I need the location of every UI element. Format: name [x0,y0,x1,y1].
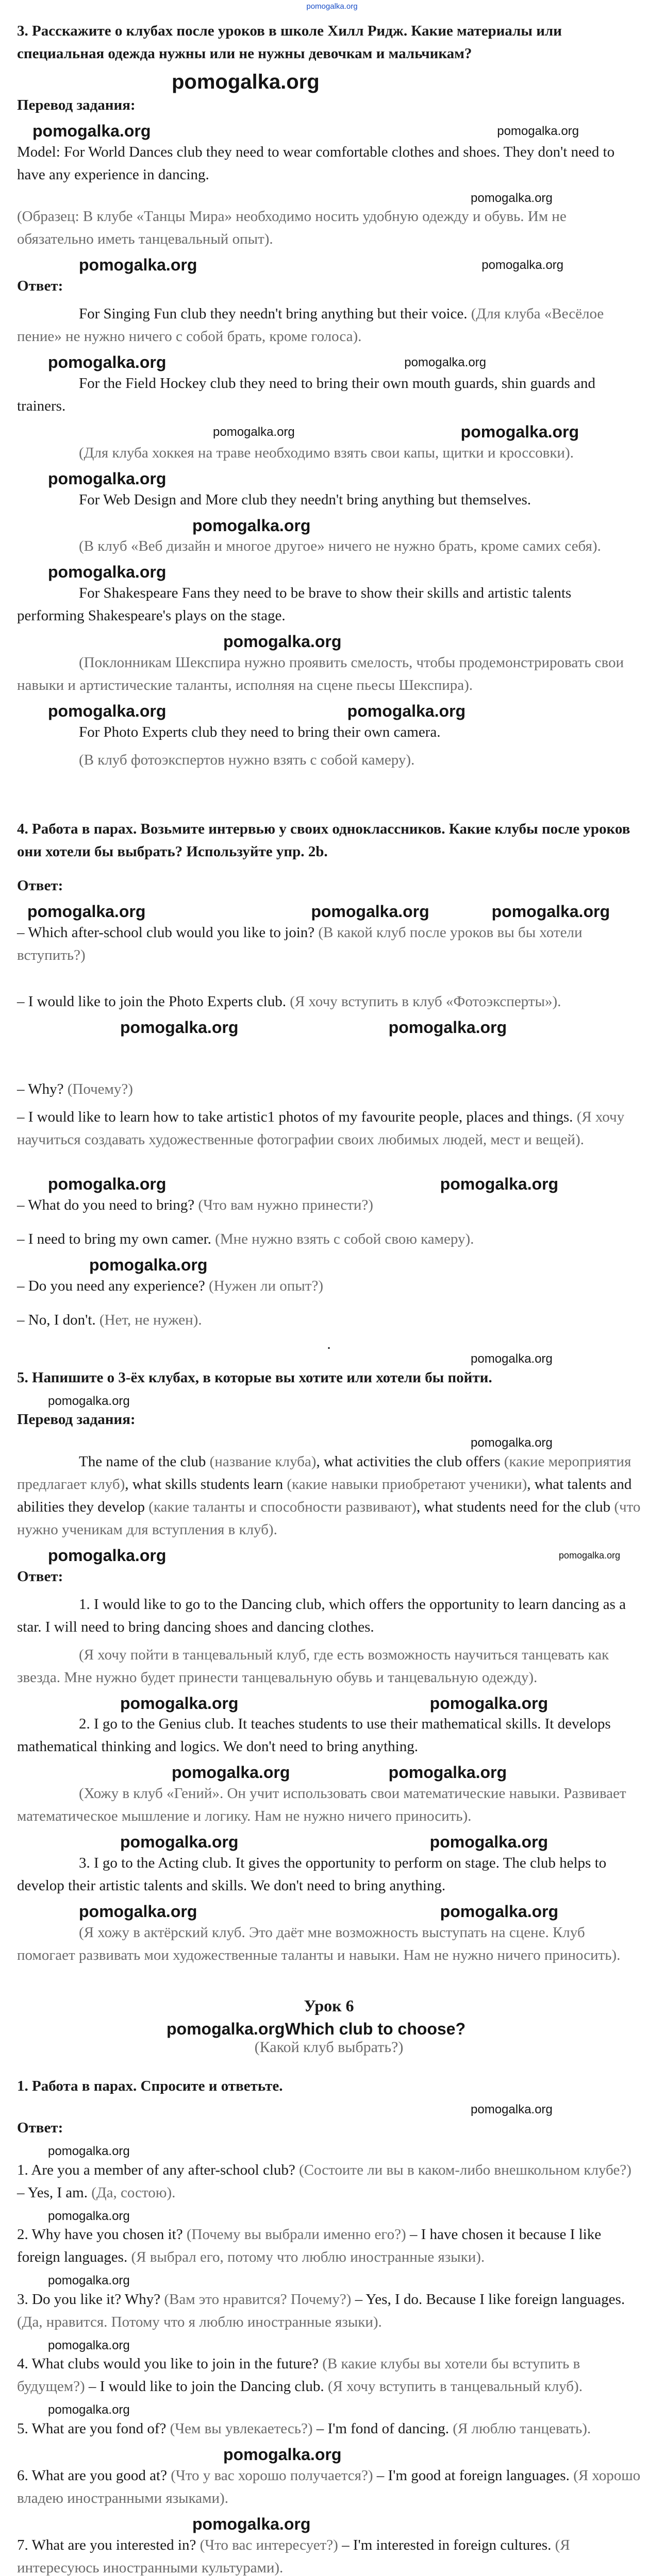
watermark-row [17,70,641,94]
ex3-item [17,372,641,417]
ex4-line [17,921,641,967]
ex3-item-en: For the Field Hockey club they need to bring their own mouth guards, shin guards and trainers. [17,375,595,414]
ex4-line-ru: (Я хочу вступить в клуб «Фотоэксперты»). [290,993,561,1010]
ex3-item-en: For Web Design and More club they needn't bring anything but themselves. [79,491,532,508]
watermark-row [17,1694,641,1713]
ex4-line [17,1078,641,1100]
watermark: pomogalka.org [48,1546,167,1565]
qa-part: (В какие клубы вы хотели бы вступить в будущем?) [17,2355,580,2395]
watermark-row [17,1436,641,1450]
ex4-line [17,1106,641,1151]
dot-mark: . [327,1335,331,1352]
ex3-model-en: Model: For World Dances club they need to wear comfortable clothes and shoes. They don't need to have any experience in dancing. [17,143,615,183]
watermark-row [17,256,641,275]
ex5-answer-ru: (Я хочу пойти в танцевальный клуб, где есть возможность научиться танцевать как звезда. Мне нужно будет принести танцевальную обувь и танцевальную одежду). [17,1646,609,1686]
watermark: pomogalka.org [167,2019,285,2038]
ex3-item-en: For Shakespeare Fans they need to be brave to show their skills and artistic talents performing Shakespeare's plays on the stage. [17,585,572,624]
watermark-row [17,122,641,141]
watermark: pomogalka.org [192,2514,311,2533]
ex3-translation-heading: Перевод задания: [17,97,136,113]
qa-line [17,2352,641,2398]
spacer [17,1972,641,1990]
watermark-row [17,702,641,721]
ex4-line [17,1194,641,1216]
ex4-line-en: – I need to bring my own camer. [17,1231,211,1248]
qa-line [17,2534,641,2576]
ex5-template-part: (какие мероприятия предлагает клуб) [17,1453,632,1493]
lesson-task: 1. Работа в парах. Спросите и ответьте. [17,2077,283,2094]
qa-part: (Состоите ли вы в каком-либо внешкольном клубе?) [299,2161,632,2178]
qa-part: (Я интересуюсь иностранными культурами). [17,2536,570,2576]
ex4-line-ru: (Нет, не нужен). [99,1311,202,1328]
watermark-row [17,1763,641,1782]
qa-part: 5. What are you fond of? [17,2420,170,2437]
watermark: pomogalka.org [32,122,151,140]
ex5-answer-ru: (Я хожу в актёрский клуб. Это даёт мне возможность выступать на сцене. Клуб помогает развивать мои художественные таланты и навыки. Нам не нужно ничего приносить). [17,1924,621,1963]
watermark-row [17,353,641,372]
lesson-title: Урок 6 [304,1996,354,2015]
watermark-row [17,1902,641,1921]
ex3-item-ru: (Для клуба «Весёлое пение» не нужно ничего с собой брать, кроме голоса). [17,306,604,345]
qa-part: – Yes, I am. [17,2184,92,2201]
watermark: pomogalka.org [558,1550,620,1561]
qa-part: (Я хочу вступить в танцевальный клуб). [327,2378,583,2395]
watermark: pomogalka.org [79,256,197,275]
ex4-line-ru: (Я хочу научиться создавать художественные фотографии своих любимых людей, мест и вещей). [17,1109,625,1148]
spacer [17,1222,641,1228]
ex4-line-ru: (Что вам нужно принести?) [198,1197,373,1214]
qa-part: 6. What are you good at? [17,2467,171,2484]
watermark: pomogalka.org [429,1833,548,1852]
watermark-row [17,1256,641,1275]
ex5-template-part: The name of the club [79,1453,210,1470]
ex4-line [17,1275,641,1297]
ex3-answer-heading: Ответ: [17,278,63,295]
ex4-answer-heading: Ответ: [17,877,63,894]
spacer [17,2056,641,2075]
watermark: pomogalka.org [27,902,146,921]
watermark: pomogalka.org [491,902,610,921]
qa-line [17,2464,641,2510]
watermark: pomogalka.org [482,258,563,272]
watermark: pomogalka.org [48,701,167,720]
lesson-subtitle-ru: (Какой клуб выбрать?) [254,2038,404,2056]
qa-line [17,2417,641,2440]
watermark-row [17,1352,641,1366]
ex5-answer-en: 3. I go to the Acting club. It gives the opportunity to perform on stage. The club helps to develop their artistic talents and skills. We don't need to bring anything. [17,1854,607,1894]
qa-part: (Почему вы выбрали именно его?) [186,2226,406,2243]
watermark-row [17,422,641,442]
ex5-template-part: (какие навыки приобретают ученики) [287,1476,527,1493]
ex4-line [17,1228,641,1250]
ex3-task-text: 3. Расскажите о клубах после уроков в школе Хилл Ридж. Какие материалы или специальная одежда нужны или не нужны девочкам и мальчикам? [17,23,562,62]
qa-part: 2. Why have you chosen it? [17,2226,187,2243]
ex5-template-part: (какие таланты и способности развивают) [148,1498,417,1515]
qa-part: (Я люблю танцевать). [453,2420,591,2437]
qa-line [17,2159,641,2204]
watermark: pomogalka.org [172,1763,290,1782]
ex5-answer-ru: (Хожу в клуб «Гений». Он учит использовать свои математические навыки. Развивает математическое мышление и логику. Нам не нужно ничего приносить). [17,1785,626,1825]
ex4-line-ru: (Почему?) [67,1081,133,1098]
qa-part: 3. Do you like it? Why? [17,2291,164,2308]
ex3-item-en: For Photo Experts club they need to bring their own camera. [79,723,441,740]
watermark: pomogalka.org [388,1763,507,1782]
qa-part: (Да, нравится. Потому что я люблю иностранные языки). [17,2313,382,2330]
qa-part: (Да, состою). [91,2184,176,2201]
qa-part: (Что у вас хорошо получается?) [171,2467,373,2484]
lesson-subtitle: Which club to choose? [285,2019,466,2038]
watermark-row [17,2209,641,2224]
qa-part: – I would like to join the Dancing club. [85,2378,328,2395]
ex3-task [17,20,641,65]
watermark-row [17,2403,641,2417]
lesson-subtitle-row [17,2020,641,2039]
ex3-item-ru: (Для клуба хоккея на траве необходимо взять свои капы, щитки и кроссовки). [79,444,574,461]
watermark-row [17,1018,641,1037]
ex5-answer-en: 2. I go to the Genius club. It teaches students to use their mathematical skills. It develops mathematical thinking and logics. We don't need to bring anything. [17,1716,611,1755]
watermark: pomogalka.org [48,2274,130,2288]
watermark: pomogalka.org [388,1018,507,1037]
watermark-row [17,2144,641,2159]
watermark: pomogalka.org [120,1018,239,1037]
watermark: pomogalka.org [471,2102,553,2116]
qa-part: 7. What are you interested in? [17,2536,200,2553]
spacer [17,1156,641,1175]
watermark: pomogalka.org [497,124,579,138]
qa-part: 4. What clubs would you like to join in the future? [17,2355,323,2372]
ex4-line-en: – No, I don't. [17,1311,96,1328]
watermark-row [17,1175,641,1194]
ex4-line-ru: (Мне нужно взять с собой свою камеру). [215,1231,474,1248]
site-link[interactable]: pomogalka.org [306,2,358,11]
ex5-template-part: , what students need for the club [417,1498,615,1515]
watermark: pomogalka.org [48,1175,167,1194]
watermark: pomogalka.org [48,2338,130,2352]
qa-part: (Вам это нравится? Почему?) [164,2291,352,2308]
ex5-template-part: (название клуба) [209,1453,317,1470]
qa-part: (Что вас интересует?) [200,2536,338,2553]
watermark: pomogalka.org [404,355,486,369]
ex3-item-ru: (Поклонникам Шекспира нужно проявить смелость, чтобы продемонстрировать свои навыки и артистические таланты, исполняя на сцене пьесы Шекспира). [17,654,624,693]
watermark-row [17,191,641,206]
watermark-row [17,2274,641,2288]
watermark-row [17,632,641,651]
watermark-row [17,2445,641,2464]
qa-part: – I'm fond of dancing. [312,2420,453,2437]
ex3-item [17,302,641,348]
watermark-row [17,1833,641,1852]
ex4-line [17,1309,641,1331]
watermark: pomogalka.org [48,469,167,488]
ex5-task: 5. Напишите о 3-ёх клубах, в которые вы хотите или хотели бы пойти. [17,1369,492,1386]
watermark: pomogalka.org [213,425,295,439]
watermark: pomogalka.org [223,2445,342,2464]
qa-part: (Я выбрал его, потому что люблю иностранные языки). [131,2249,485,2266]
page-content [17,20,641,2576]
qa-part: – I have chosen it because I like foreign languages. [17,2226,602,2266]
watermark-row [17,563,641,582]
watermark-row [17,469,641,488]
watermark-row [17,516,641,535]
ex5-template [17,1450,641,1541]
spacer [17,1037,641,1078]
watermark: pomogalka.org [471,1436,553,1450]
spacer [17,868,641,874]
watermark: pomogalka.org [347,701,466,720]
watermark-row [17,2103,641,2117]
ex4-line-en: – Do you need any experience? [17,1277,205,1294]
watermark-row [17,1394,641,1409]
ex4-line-en: – Which after-school club would you like to join? [17,924,315,941]
qa-part: (Я хорошо владею иностранными языками). [17,2467,641,2506]
watermark: pomogalka.org [48,1394,130,1408]
watermark: pomogalka.org [192,516,311,535]
watermark: pomogalka.org [311,902,429,921]
watermark: pomogalka.org [440,1175,558,1194]
watermark-row [17,2338,641,2353]
ex5-template-part: , what skills students learn [125,1476,287,1493]
ex4-task: 4. Работа в парах. Возьмите интервью у своих одноклассников. Какие клубы после уроков они хотели бы выбрать? Используйте упр. 2b. [17,820,630,860]
qa-line [17,2223,641,2268]
ex4-line-en: – Why? [17,1081,64,1098]
ex3-model-ru: (Образец: В клубе «Танцы Мира» необходимо носить удобную одежду и обувь. Им не обязательно иметь танцевальный опыт). [17,208,567,248]
watermark: pomogalka.org [48,2403,130,2417]
qa-part: – I'm good at foreign languages. [373,2467,574,2484]
qa-part: 1. Are you a member of any after-school club? [17,2161,299,2178]
ex4-line-en: – What do you need to bring? [17,1197,195,1214]
ex4-line-en: – I would like to join the Photo Experts club. [17,993,286,1010]
watermark: pomogalka.org [120,1833,239,1852]
ex5-answer-en: 1. I would like to go to the Dancing club, which offers the opportunity to learn dancing as a star. I will need to bring dancing shoes and dancing clothes. [17,1596,626,1635]
qa-part: – Yes, I do. Because I like foreign languages. [351,2291,625,2308]
ex4-line-ru: (Нужен ли опыт?) [209,1277,323,1294]
watermark-row [17,1546,641,1565]
watermark: pomogalka.org [48,2144,130,2159]
watermark-row [17,902,641,921]
watermark: pomogalka.org [172,71,320,93]
ex3-item [17,721,641,743]
watermark: pomogalka.org [89,1256,208,1275]
qa-part: (Чем вы увлекаетесь?) [170,2420,313,2437]
spacer [17,776,641,818]
ex5-translation-heading: Перевод задания: [17,1411,136,1428]
watermark: pomogalka.org [460,422,579,441]
watermark: pomogalka.org [429,1693,548,1713]
ex5-template-part: , what talents and abilities they develop [17,1476,632,1515]
watermark: pomogalka.org [223,632,342,651]
watermark: pomogalka.org [120,1693,239,1713]
watermark: pomogalka.org [79,1902,197,1921]
ex3-item-en: For Singing Fun club they needn't bring anything but their voice. [79,306,468,323]
ex5-template-part: (что нужно ученикам для вступления в клуб). [17,1498,641,1538]
watermark: pomogalka.org [48,2209,130,2223]
ex5-answer-heading: Ответ: [17,1568,63,1585]
qa-part: – I'm interested in foreign cultures. [338,2536,555,2553]
ex4-line-ru: (В какой клуб после уроков вы бы хотели вступить?) [17,924,583,963]
watermark: pomogalka.org [471,1351,553,1366]
watermark: pomogalka.org [440,1902,558,1921]
ex4-line [17,990,641,1013]
ex5-template-part: , what activities the club offers [316,1453,504,1470]
watermark: pomogalka.org [48,353,167,372]
spacer [17,972,641,990]
ex3-item-ru: (В клуб «Веб дизайн и многое другое» ничего не нужно брать, кроме самих себя). [79,538,601,555]
ex3-item [17,582,641,627]
ex3-item [17,488,641,511]
ex3-item-ru: (В клуб фотоэкспертов нужно взять с собой камеру). [79,751,415,768]
watermark-row [17,2515,641,2534]
watermark: pomogalka.org [471,191,553,205]
lesson-answer-heading: Ответ: [17,2120,63,2137]
qa-line [17,2288,641,2333]
watermark: pomogalka.org [48,563,167,582]
spacer [17,1302,641,1309]
ex4-line-en: – I would like to learn how to take artistic1 photos of my favourite people, places and things. [17,1109,573,1126]
